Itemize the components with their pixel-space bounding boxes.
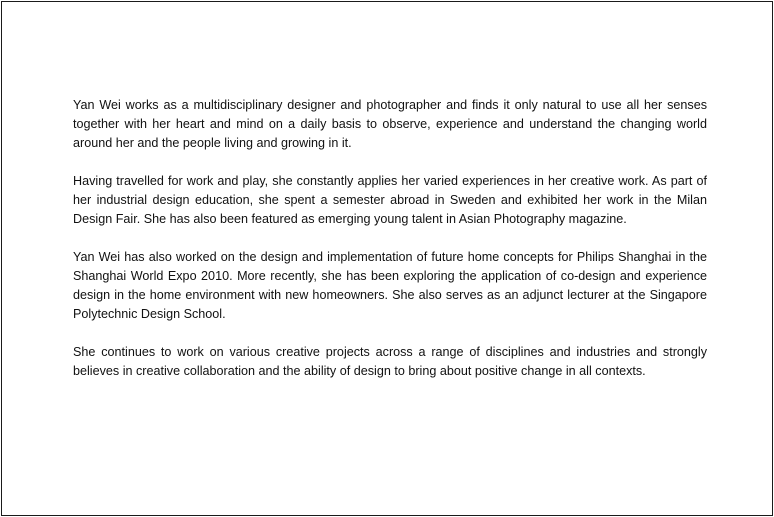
bio-paragraph-4: She continues to work on various creative projects across a range of disciplines and industries and strongly believes in creative collaboration and the ability of design to bring about positive change in all contexts.	[73, 345, 707, 378]
bio-paragraph-3: Yan Wei has also worked on the design and implementation of future home concepts for Philips Shanghai in the Shanghai World Expo 2010. More recently, she has been exploring the application of co-design and experience design in the home environment with new homeowners. She also serves as an adjunct lecturer at the Singapore Polytechnic Design School.	[73, 250, 707, 321]
bio-text-block	[73, 96, 707, 381]
bio-paragraph-1: Yan Wei works as a multidisciplinary designer and photographer and finds it only natural to use all her senses together with her heart and mind on a daily basis to observe, experience and understand the changing world around her and the people living and growing in it.	[73, 98, 707, 150]
page-frame	[1, 1, 773, 516]
bio-paragraph-2: Having travelled for work and play, she constantly applies her varied experiences in her creative work. As part of her industrial design education, she spent a semester abroad in Sweden and exhibited her work in the Milan Design Fair. She has also been featured as emerging young talent in Asian Photography magazine.	[73, 174, 707, 226]
